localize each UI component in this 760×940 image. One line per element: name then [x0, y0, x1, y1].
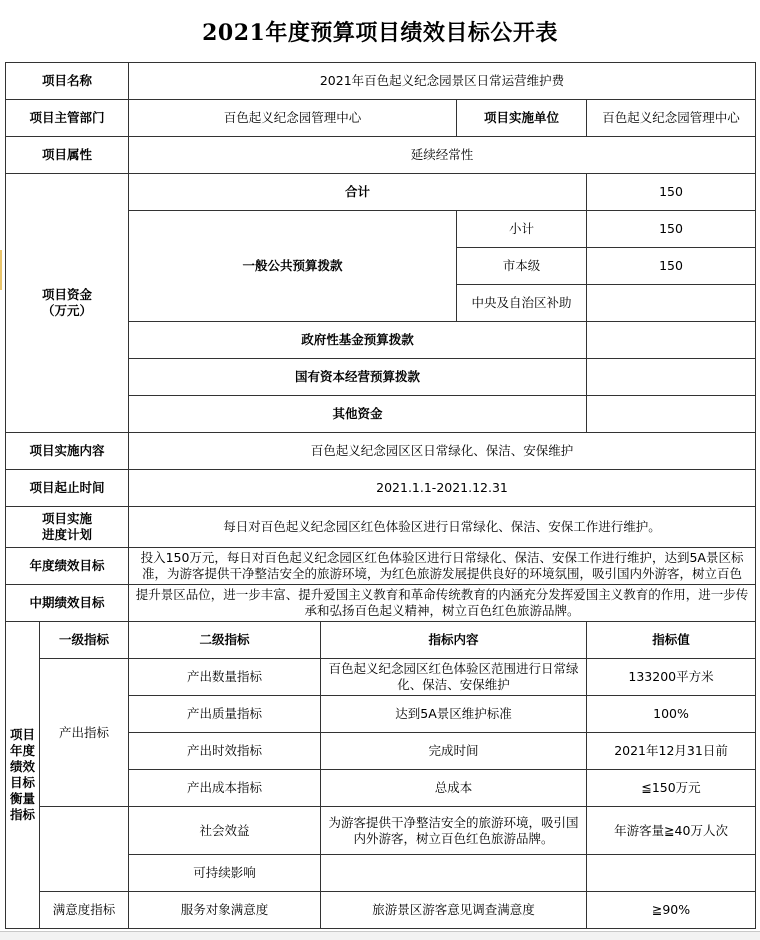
subtotal-label: 小计: [457, 211, 587, 248]
general-budget-label: 一般公共预算拨款: [129, 211, 457, 322]
indicator-content: [321, 855, 587, 892]
central-subsidy-value: [587, 285, 756, 322]
period-value: 2021.1.1-2021.12.31: [129, 470, 756, 507]
indicator-level2: 产出数量指标: [129, 659, 321, 696]
midterm-goal-label: 中期绩效目标: [6, 585, 129, 622]
indicator-level2: 产出时效指标: [129, 733, 321, 770]
funds-total-label: 合计: [129, 174, 587, 211]
indicator-content: 达到5A景区维护标准: [321, 696, 587, 733]
indicator-level2: 产出成本指标: [129, 770, 321, 807]
row-plan: [6, 507, 756, 548]
header-content: 指标内容: [321, 622, 587, 659]
indicator-value: [587, 855, 756, 892]
attribute-label: 项目属性: [6, 137, 129, 174]
indicator-value: 100%: [587, 696, 756, 733]
indicator-content: 为游客提供干净整洁安全的旅游环境，吸引国内外游客，树立百色红色旅游品牌。: [321, 807, 587, 855]
performance-table: [5, 62, 756, 929]
indicator-row: [6, 659, 756, 696]
row-funds-total: [6, 174, 756, 211]
indicator-row: [6, 807, 756, 855]
central-subsidy-label: 中央及自治区补助: [457, 285, 587, 322]
row-annual-goal: [6, 548, 756, 585]
output-indicator-label: 产出指标: [40, 659, 129, 807]
funds-label: 项目资金 （万元）: [6, 174, 129, 433]
indicator-level2: 产出质量指标: [129, 696, 321, 733]
annual-goal-text: 投入150万元，每日对百色起义纪念园区红色体验区进行日常绿化、保洁、安保工作进行维护，达到5A景区标准，为游客提供干净整洁安全的旅游环境，为红色旅游发展提供良好的环境氛围，吸引国内外游客，树立百色: [140, 549, 744, 581]
cell-selection-marker: [0, 250, 2, 290]
row-department: [6, 100, 756, 137]
annual-goal-label: 年度绩效目标: [6, 548, 129, 585]
row-indicator-header: [6, 622, 756, 659]
indicator-content: 总成本: [321, 770, 587, 807]
department-label: 项目主管部门: [6, 100, 129, 137]
indicator-level2: 社会效益: [129, 807, 321, 855]
department-value: 百色起义纪念园管理中心: [129, 100, 457, 137]
row-content: [6, 433, 756, 470]
content-value: 百色起义纪念园区区日常绿化、保洁、安保维护: [129, 433, 756, 470]
impl-unit-label: 项目实施单位: [457, 100, 587, 137]
funds-total-value: 150: [587, 174, 756, 211]
indicator-value: 2021年12月31日前: [587, 733, 756, 770]
indicator-value: ≧90%: [587, 892, 756, 929]
plan-value: 每日对百色起义纪念园区红色体验区进行日常绿化、保洁、安保工作进行维护。: [129, 507, 756, 548]
project-name-value: 2021年百色起义纪念园景区日常运营维护费: [129, 63, 756, 100]
gov-fund-label: 政府性基金预算拨款: [129, 322, 587, 359]
indicator-row: [6, 892, 756, 929]
city-level-label: 市本级: [457, 248, 587, 285]
plan-label: 项目实施 进度计划: [6, 507, 129, 548]
page-title: 2021年度预算项目绩效目标公开表: [202, 19, 558, 46]
impl-unit-value: 百色起义纪念园管理中心: [587, 100, 756, 137]
indicator-content: 完成时间: [321, 733, 587, 770]
period-label: 项目起止时间: [6, 470, 129, 507]
gov-fund-value: [587, 322, 756, 359]
indicator-section-label: 项目 年度 绩效 目标 衡量 指标: [6, 622, 40, 929]
content-label: 项目实施内容: [6, 433, 129, 470]
header-level1: 一级指标: [40, 622, 129, 659]
project-name-label: 项目名称: [6, 63, 129, 100]
satisfaction-indicator-label: 满意度指标: [40, 892, 129, 929]
row-period: [6, 470, 756, 507]
other-funds-value: [587, 396, 756, 433]
city-level-value: 150: [587, 248, 756, 285]
state-capital-label: 国有资本经营预算拨款: [129, 359, 587, 396]
annual-goal-value: [129, 548, 756, 585]
row-attribute: [6, 137, 756, 174]
header-level2: 二级指标: [129, 622, 321, 659]
attribute-value: 延续经常性: [129, 137, 756, 174]
other-funds-label: 其他资金: [129, 396, 587, 433]
header-value: 指标值: [587, 622, 756, 659]
indicator-value: 年游客量≧40万人次: [587, 807, 756, 855]
midterm-goal-value: 提升景区品位，进一步丰富、提升爱国主义教育和革命传统教育的内涵充分发挥爱国主义教育的作用，进一步传承和弘扬百色起义精神，树立百色红色旅游品牌。: [129, 585, 756, 622]
indicator-content: 旅游景区游客意见调查满意度: [321, 892, 587, 929]
indicator-level2: 服务对象满意度: [129, 892, 321, 929]
state-capital-value: [587, 359, 756, 396]
row-project-name: [6, 63, 756, 100]
indicator-level2: 可持续影响: [129, 855, 321, 892]
indicator-value: ≦150万元: [587, 770, 756, 807]
row-midterm-goal: [6, 585, 756, 622]
effect-indicator-cell: [40, 807, 129, 892]
subtotal-value: 150: [587, 211, 756, 248]
indicator-content: 百色起义纪念园区红色体验区范围进行日常绿化、保洁、安保维护: [321, 659, 587, 696]
indicator-value: 133200平方米: [587, 659, 756, 696]
